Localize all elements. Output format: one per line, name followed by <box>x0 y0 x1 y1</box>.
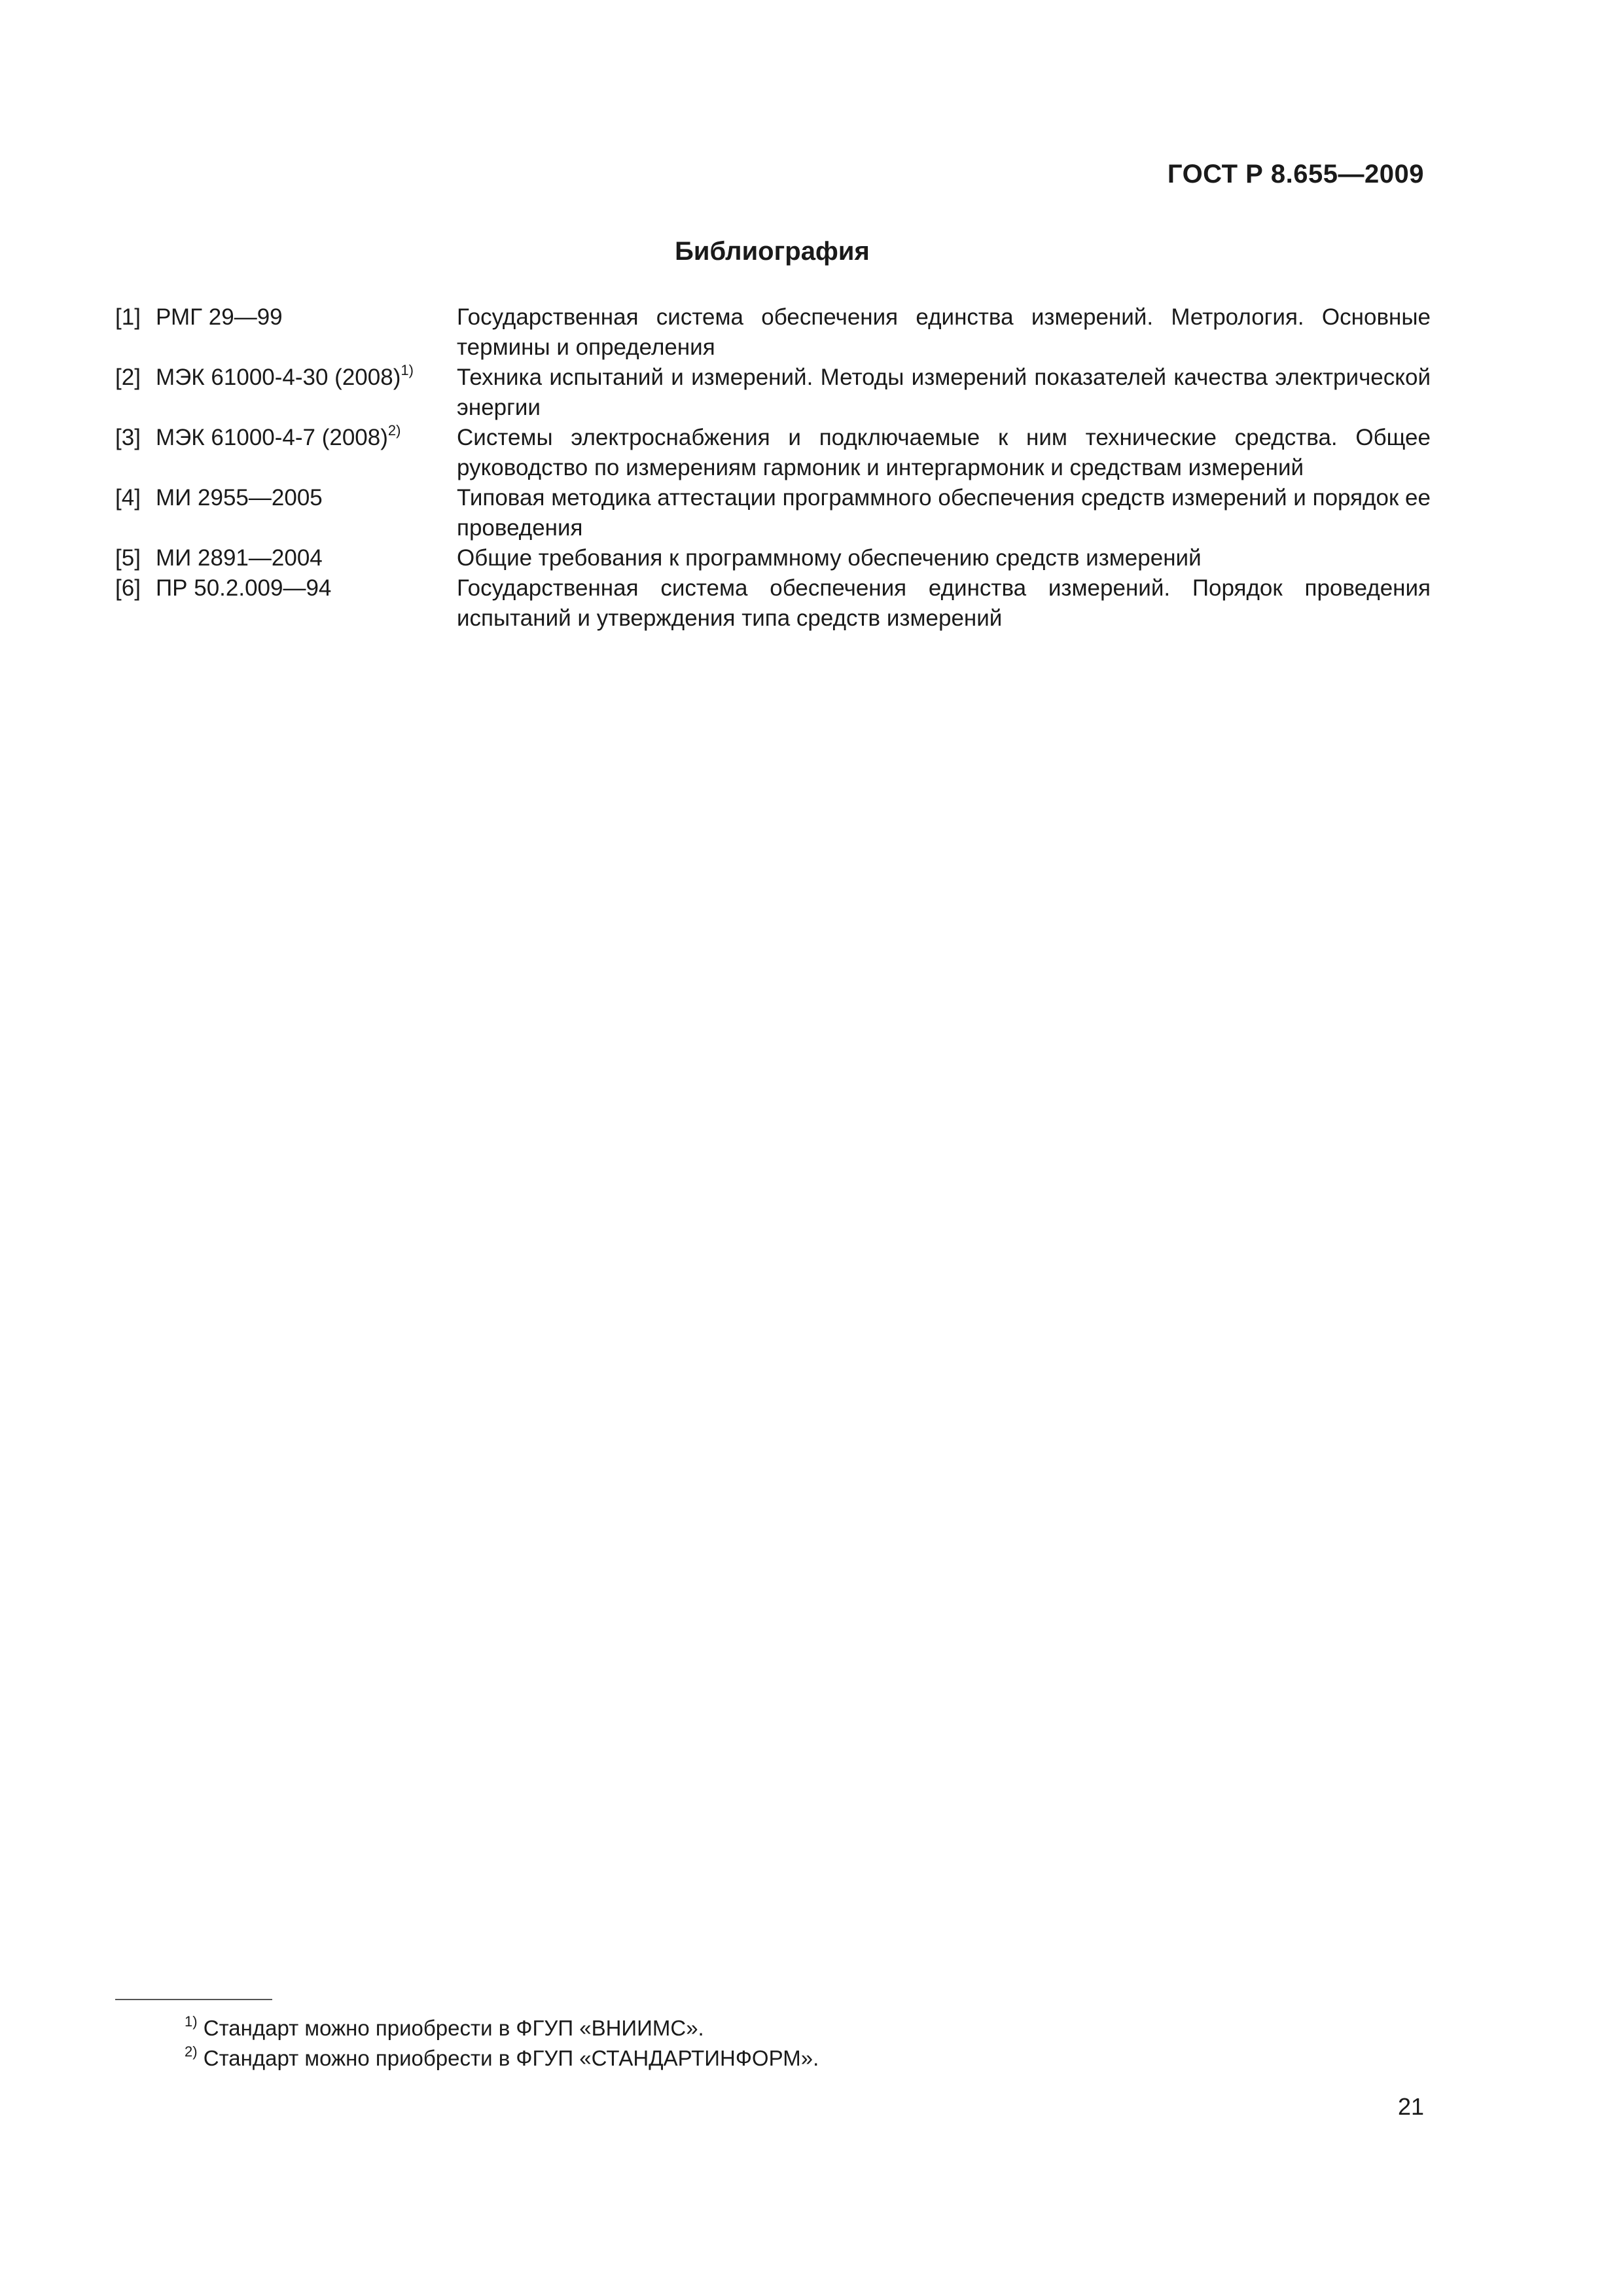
entry-code <box>156 362 414 390</box>
footnote-item <box>185 2013 819 2043</box>
footnote-marker: 2) <box>387 422 401 439</box>
footnotes <box>185 2013 819 2073</box>
entry-reference <box>115 573 457 603</box>
bibliography-list <box>115 302 1431 634</box>
entry-code <box>156 485 323 511</box>
entry-number: [4] <box>115 485 141 511</box>
entry-number: [5] <box>115 545 141 571</box>
entry-code <box>156 575 331 601</box>
entry-title: Государственная система обеспечения единства измерений. Порядок проведения испытаний и утверждения типа средств измерений <box>457 575 1431 631</box>
entry-reference <box>115 302 457 332</box>
entry-title: Государственная система обеспечения единства измерений. Метрология. Основные термины и определения <box>457 304 1431 360</box>
bibliography-entry <box>115 423 1431 483</box>
entry-reference <box>115 363 457 393</box>
footnote-mark: 2) <box>185 2043 198 2060</box>
entry-number: [6] <box>115 575 141 601</box>
footnote-item <box>185 2043 819 2073</box>
entry-code <box>156 304 283 330</box>
entry-title: Типовая методика аттестации программного обеспечения средств измерений и порядок ее проведения <box>457 485 1431 541</box>
page-number: 21 <box>1397 2093 1424 2120</box>
footnote-mark: 1) <box>185 2013 198 2030</box>
footnote-text: Стандарт можно приобрести в ФГУП «СТАНДАРТИНФОРМ». <box>203 2046 819 2070</box>
entry-code-text: МИ 2891—2004 <box>156 545 323 571</box>
entry-title: Общие требования к программному обеспечению средств измерений <box>457 545 1202 571</box>
entry-code <box>156 545 323 571</box>
document-code: ГОСТ Р 8.655—2009 <box>1167 160 1424 188</box>
entry-number: [2] <box>115 365 141 390</box>
entry-title: Системы электроснабжения и подключаемые к ним технические средства. Общее руководство по измерениям гармоник и интергармоник и средствам измерений <box>457 425 1431 480</box>
entry-number: [1] <box>115 304 141 330</box>
bibliography-entry <box>115 302 1431 363</box>
entry-code-text: МЭК 61000-4-30 (2008) <box>156 365 401 390</box>
entry-code-text: РМГ 29—99 <box>156 304 283 330</box>
entry-code-text: МИ 2955—2005 <box>156 485 323 511</box>
entry-code-text: ПР 50.2.009—94 <box>156 575 332 601</box>
bibliography-entry <box>115 543 1431 573</box>
entry-reference <box>115 423 457 453</box>
footnote-divider <box>115 1999 272 2000</box>
entry-reference <box>115 543 457 573</box>
section-title: Библиография <box>675 237 870 266</box>
footnote-marker: 1) <box>401 362 414 379</box>
entry-code <box>156 422 401 450</box>
footnote-text: Стандарт можно приобрести в ФГУП «ВНИИМС». <box>203 2016 704 2040</box>
bibliography-entry <box>115 363 1431 423</box>
entry-reference <box>115 483 457 513</box>
entry-title: Техника испытаний и измерений. Методы измерений показателей качества электрической энергии <box>457 365 1431 420</box>
bibliography-entry <box>115 573 1431 634</box>
entry-number: [3] <box>115 425 141 450</box>
bibliography-entry <box>115 483 1431 543</box>
entry-code-text: МЭК 61000-4-7 (2008) <box>156 425 388 450</box>
